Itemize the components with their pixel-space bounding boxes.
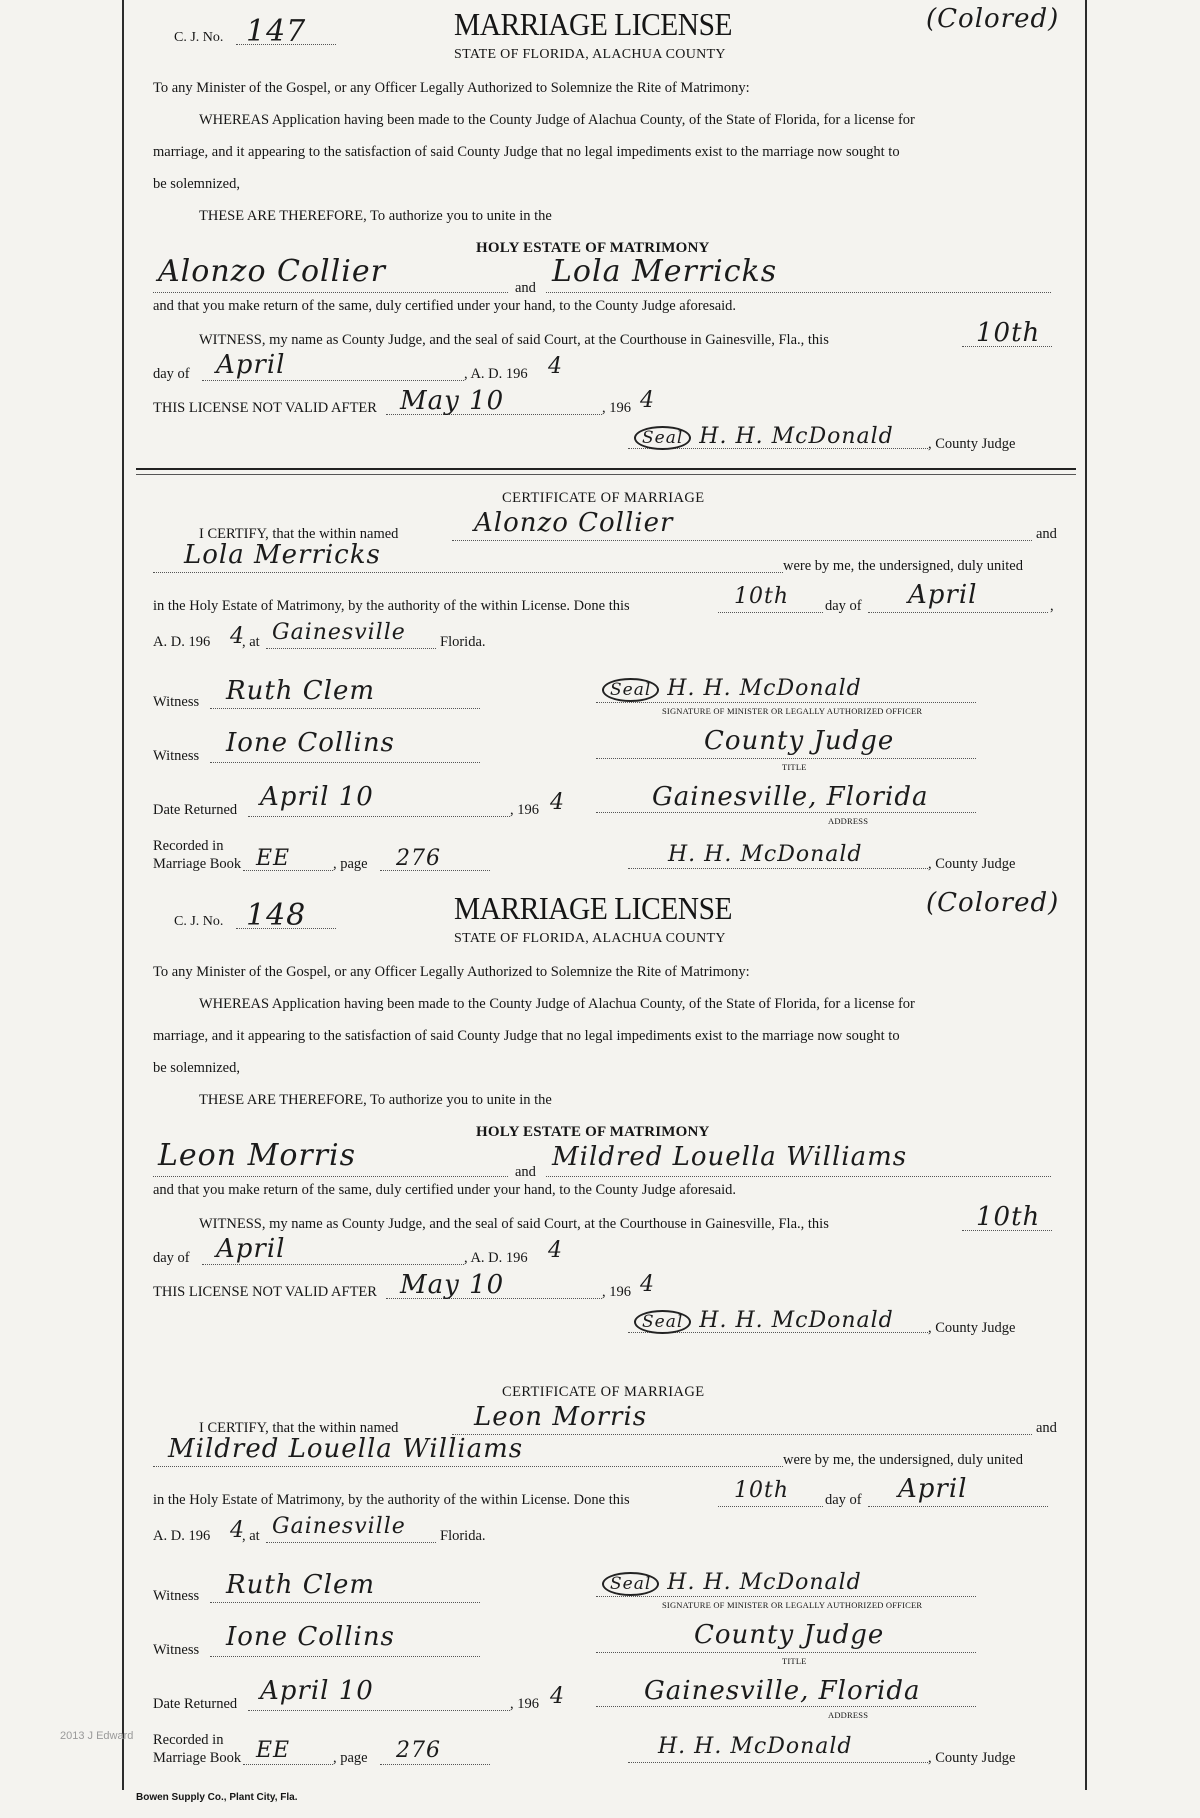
cert-and: and: [1036, 526, 1057, 542]
county-judge-label: , County Judge: [928, 436, 1016, 452]
judge-signature: H. H. McDonald: [699, 424, 894, 449]
officer-title: County Judge: [704, 726, 895, 756]
witness-day: 10th: [976, 1202, 1041, 1232]
recording-county-judge: , County Judge: [928, 1750, 1016, 1766]
bride-name: Lola Merricks: [552, 254, 778, 289]
address-caption: ADDRESS: [828, 1710, 869, 1720]
race-note: (Colored): [926, 4, 1060, 34]
whereas-line1: WHEREAS Application having been made to the County Judge of Alachua County, of the State of Florida, for a license for: [199, 996, 915, 1012]
right-border: [1085, 0, 1087, 1790]
witness2-name: Ione Collins: [226, 1622, 395, 1652]
florida-label: Florida.: [440, 1528, 486, 1544]
officer-address: Gainesville, Florida: [644, 1676, 921, 1706]
license-subtitle: STATE OF FLORIDA, ALACHUA COUNTY: [454, 47, 726, 62]
ad-prefix: A. D. 196: [153, 1528, 211, 1544]
not-valid-label: THIS LICENSE NOT VALID AFTER: [153, 1284, 377, 1300]
not-valid-date: May 10: [400, 386, 505, 416]
whereas-line2: marriage, and it appearing to the satisfaction of said County Judge that no legal impediments exist to the marriage now sought to: [153, 144, 900, 160]
not-valid-label: THIS LICENSE NOT VALID AFTER: [153, 400, 377, 416]
recorded-in-label: Recorded in: [153, 1732, 224, 1748]
officer-signature: H. H. McDonald: [667, 1570, 862, 1595]
not-valid-year: 4: [640, 1272, 655, 1297]
cj-no-label: C. J. No.: [174, 30, 224, 45]
witness1-label: Witness: [153, 1588, 200, 1604]
were-by-me: were by me, the undersigned, duly united: [783, 558, 1023, 574]
signature-caption: SIGNATURE OF MINISTER OR LEGALLY AUTHORIZED OFFICER: [662, 1600, 923, 1610]
not-valid-year: 4: [640, 388, 655, 413]
county-judge-label: , County Judge: [928, 1320, 1016, 1336]
ad-label: , A. D. 196: [464, 1250, 528, 1266]
done-comma: ,: [1050, 598, 1054, 614]
marriage-book-label: Marriage Book: [153, 1750, 242, 1766]
returned-year-label: , 196: [510, 802, 539, 818]
date-returned: April 10: [260, 782, 374, 812]
signature-caption: SIGNATURE OF MINISTER OR LEGALLY AUTHORIZED OFFICER: [662, 706, 923, 716]
done-day: 10th: [734, 1478, 790, 1503]
ad-year: 4: [230, 624, 245, 649]
cert-bride: Mildred Louella Williams: [168, 1434, 524, 1464]
recording-judge: H. H. McDonald: [668, 842, 863, 867]
at-label: , at: [242, 1528, 260, 1544]
license-148: [128, 884, 1080, 1776]
cert-title: CERTIFICATE OF MARRIAGE: [502, 1384, 705, 1400]
watermark: 2013 J Edward: [60, 1730, 134, 1742]
address-caption: ADDRESS: [828, 816, 869, 826]
groom-name: Alonzo Collier: [158, 254, 386, 289]
seal-mark: Seal: [634, 426, 691, 450]
officer-signature: H. H. McDonald: [667, 676, 862, 701]
officer-seal: Seal: [602, 678, 659, 702]
date-returned: April 10: [260, 1676, 374, 1706]
done-day: 10th: [734, 584, 790, 609]
at-label: , at: [242, 634, 260, 650]
cert-day-of: day of: [825, 1492, 862, 1508]
done-month: April: [898, 1474, 968, 1504]
day-of-label: day of: [153, 366, 190, 382]
certify-line: I CERTIFY, that the within named: [199, 1420, 399, 1436]
date-returned-label: Date Returned: [153, 1696, 238, 1712]
cert-bride: Lola Merricks: [184, 540, 381, 570]
return-line: and that you make return of the same, duly certified under your hand, to the County Judge aforesaid.: [153, 1182, 737, 1198]
left-border: [122, 0, 124, 1790]
book: EE: [256, 846, 291, 871]
recorded-in-label: Recorded in: [153, 838, 224, 854]
return-line: and that you make return of the same, duly certified under your hand, to the County Judge aforesaid.: [153, 298, 737, 314]
race-note: (Colored): [926, 888, 1060, 918]
judge-signature-block: [634, 424, 894, 450]
and-label: and: [515, 1164, 536, 1180]
whereas-line2: marriage, and it appearing to the satisfaction of said County Judge that no legal impediments exist to the marriage now sought to: [153, 1028, 900, 1044]
page-number: 276: [396, 846, 441, 871]
cert-day-of: day of: [825, 598, 862, 614]
officer-seal: Seal: [602, 1572, 659, 1596]
ad-prefix: A. D. 196: [153, 634, 211, 650]
page-label: , page: [333, 856, 368, 872]
florida-label: Florida.: [440, 634, 486, 650]
license-title: MARRIAGE LICENSE: [454, 6, 733, 42]
year-digit: 4: [548, 354, 563, 379]
were-by-me: were by me, the undersigned, duly united: [783, 1452, 1023, 1468]
title-caption: TITLE: [782, 1656, 807, 1666]
holy-estate-heading: HOLY ESTATE OF MATRIMONY: [476, 240, 710, 256]
therefore-line: THESE ARE THEREFORE, To authorize you to unite in the: [199, 208, 552, 224]
whereas-line1: WHEREAS Application having been made to the County Judge of Alachua County, of the State of Florida, for a license for: [199, 112, 915, 128]
cert-groom: Alonzo Collier: [474, 508, 674, 538]
officer-signature-block: [602, 676, 862, 702]
and-label: and: [515, 280, 536, 296]
witness-day: 10th: [976, 318, 1041, 348]
place: Gainesville: [272, 1514, 406, 1539]
groom-name: Leon Morris: [158, 1138, 357, 1173]
returned-year: 4: [550, 1684, 565, 1709]
certify-line: I CERTIFY, that the within named: [199, 526, 399, 542]
judge-signature-block: [634, 1308, 894, 1334]
recording-judge: H. H. McDonald: [658, 1734, 853, 1759]
year-digit: 4: [548, 1238, 563, 1263]
license-title: MARRIAGE LICENSE: [454, 890, 733, 926]
license-147: [128, 0, 1080, 883]
cj-no: 147: [246, 14, 307, 49]
holy-estate-line: in the Holy Estate of Matrimony, by the authority of the within License. Done this: [153, 598, 630, 614]
year-label: , 196: [602, 400, 631, 416]
officer-address: Gainesville, Florida: [652, 782, 929, 812]
witness2-name: Ione Collins: [226, 728, 395, 758]
place: Gainesville: [272, 620, 406, 645]
address-line: To any Minister of the Gospel, or any Officer Legally Authorized to Solemnize the Rite of Matrimony:: [153, 964, 750, 980]
witness1-label: Witness: [153, 694, 200, 710]
officer-title: County Judge: [694, 1620, 885, 1650]
title-caption: TITLE: [782, 762, 807, 772]
bride-name: Mildred Louella Williams: [552, 1142, 908, 1172]
cert-groom: Leon Morris: [474, 1402, 648, 1432]
cert-and: and: [1036, 1420, 1057, 1436]
returned-year-label: , 196: [510, 1696, 539, 1712]
seal-mark: Seal: [634, 1310, 691, 1334]
witness1-name: Ruth Clem: [226, 1570, 376, 1600]
marriage-book-label: Marriage Book: [153, 856, 242, 872]
recording-county-judge: , County Judge: [928, 856, 1016, 872]
whereas-line3: be solemnized,: [153, 1060, 240, 1076]
witness-line: WITNESS, my name as County Judge, and the seal of said Court, at the Courthouse in Gainesville, Fla., this: [199, 332, 829, 348]
year-label: , 196: [602, 1284, 631, 1300]
judge-signature: H. H. McDonald: [699, 1308, 894, 1333]
returned-year: 4: [550, 790, 565, 815]
month: April: [216, 350, 286, 380]
witness2-label: Witness: [153, 748, 200, 764]
page-label: , page: [333, 1750, 368, 1766]
witness2-label: Witness: [153, 1642, 200, 1658]
ad-year: 4: [230, 1518, 245, 1543]
printer-footer: Bowen Supply Co., Plant City, Fla.: [136, 1792, 298, 1803]
holy-estate-line: in the Holy Estate of Matrimony, by the authority of the within License. Done this: [153, 1492, 630, 1508]
cert-title: CERTIFICATE OF MARRIAGE: [502, 490, 705, 506]
witness-line: WITNESS, my name as County Judge, and the seal of said Court, at the Courthouse in Gainesville, Fla., this: [199, 1216, 829, 1232]
done-month: April: [908, 580, 978, 610]
day-of-label: day of: [153, 1250, 190, 1266]
book: EE: [256, 1738, 291, 1763]
cj-no: 148: [246, 898, 307, 933]
month: April: [216, 1234, 286, 1264]
therefore-line: THESE ARE THEREFORE, To authorize you to unite in the: [199, 1092, 552, 1108]
ad-label: , A. D. 196: [464, 366, 528, 382]
whereas-line3: be solemnized,: [153, 176, 240, 192]
officer-signature-block: [602, 1570, 862, 1596]
witness1-name: Ruth Clem: [226, 676, 376, 706]
license-subtitle: STATE OF FLORIDA, ALACHUA COUNTY: [454, 931, 726, 946]
cj-no-label: C. J. No.: [174, 914, 224, 929]
page-number: 276: [396, 1738, 441, 1763]
not-valid-date: May 10: [400, 1270, 505, 1300]
address-line: To any Minister of the Gospel, or any Officer Legally Authorized to Solemnize the Rite of Matrimony:: [153, 80, 750, 96]
holy-estate-heading: HOLY ESTATE OF MATRIMONY: [476, 1124, 710, 1140]
date-returned-label: Date Returned: [153, 802, 238, 818]
